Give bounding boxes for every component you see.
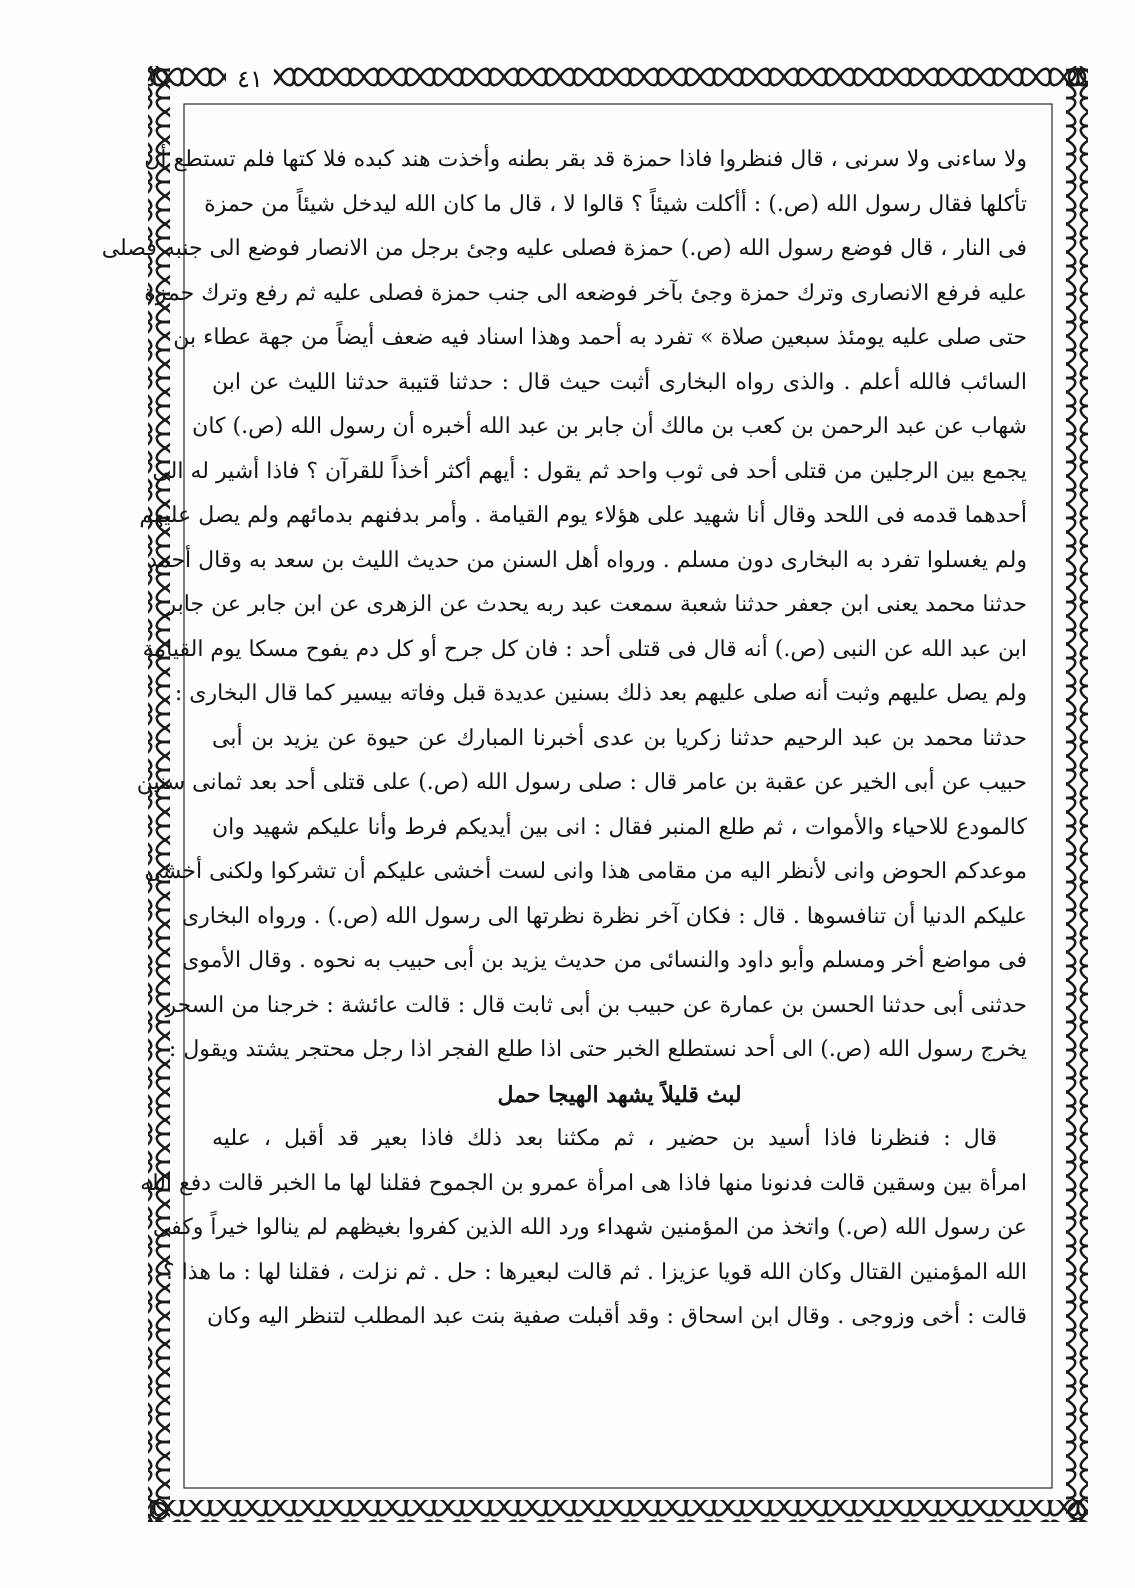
border-bottom xyxy=(148,1500,1088,1522)
text-line: ولم يصل عليهم وثبت أنه صلى عليهم بعد ذلك بسنين عديدة قبل وفاته بيسير كما قال البخارى : xyxy=(174,681,1027,706)
text-line: الله المؤمنين القتال وكان الله قويا عزيزا . ثم قالت لبعيرها : حل . ثم نزلت ، فقلنا لها : ما هذا ؟ xyxy=(163,1260,1027,1285)
text-line: ولا ساءنى ولا سرنى ، قال فنظروا فاذا حمزة قد بقر بطنه وأخذت هند كبده فلا كتها فلم تستطع أن xyxy=(144,147,1027,172)
text-line: حدثنا محمد يعنى ابن جعفر حدثنا شعبة سمعت عبد ربه يحدث عن الزهرى عن ابن جابر عن جابر xyxy=(165,592,1027,617)
text-line: امرأة بين وسقين قالت فدنونا منها فاذا هى امرأة عمرو بن الجموح فقلنا لها ما الخبر قالت دفع الله xyxy=(140,1171,1027,1196)
text-line: أحدهما قدمه فى اللحد وقال أنا شهيد على هؤلاء يوم القيامة . وأمر بدفنهم بدمائهم ولم يصل عليهم xyxy=(139,503,1027,528)
text-line: حبيب عن أبى الخير عن عقبة بن عامر قال : صلى رسول الله (ص.) على قتلى أحد بعد ثمانى سنين xyxy=(136,770,1027,795)
text-line: حدثنى أبى حدثنا الحسن بن عمارة عن حبيب بن أبى ثابت قال : قالت عائشة : خرجنا من السحر xyxy=(165,993,1027,1018)
text-line: السائب فالله أعلم . والذى رواه البخارى أثبت حيث قال : حدثنا قتيبة حدثنا الليث عن ابن xyxy=(212,370,1027,395)
text-line: فى النار ، قال فوضع رسول الله (ص.) حمزة فصلى عليه وجئ برجل من الانصار فوضع الى جنبه فصلى xyxy=(101,236,1027,261)
text-line: عليكم الدنيا أن تنافسوها . قال : فكان آخر نظرة نظرتها الى رسول الله (ص.) . ورواه البخارى xyxy=(181,904,1027,929)
text-line: حتى صلى عليه يومئذ سبعين صلاة » تفرد به أحمد وهذا اسناد فيه ضعف أيضاً من جهة عطاء بن xyxy=(173,325,1027,350)
text-line: عن رسول الله (ص.) واتخذ من المؤمنين شهداء ورد الله الذين كفروا بغيظهم لم ينالوا خيراً وكفى xyxy=(152,1215,1027,1240)
text-line: عليه فرفع الانصارى وترك حمزة وجئ بآخر فوضعه الى جنب حمزة فصلى عليه ثم رفع وترك حمزة xyxy=(144,281,1027,306)
text-line: موعدكم الحوض وانى لأنظر اليه من مقامى هذا وانى لست أخشى عليكم أن تشركوا ولكنى أخشى xyxy=(144,859,1027,884)
verse-line: لبث قليلاً يشهد الهيجا حمل xyxy=(497,1082,742,1108)
text-line: قال : فنظرنا فاذا أسيد بن حضير ، ثم مكثنا بعد ذلك فاذا بعير قد أقبل ، عليه xyxy=(212,1126,997,1151)
text-line: تأكلها فقال رسول الله (ص.) : أأكلت شيئاً ؟ قالوا لا ، قال ما كان الله ليدخل شيئاً من حمزة xyxy=(204,192,1027,217)
body-text xyxy=(101,140,1027,1480)
text-line: فى مواضع أخر ومسلم وأبو داود والنسائى من حديث يزيد بن أبى حبيب به نحوه . وقال الأموى xyxy=(182,948,1027,973)
border-top xyxy=(148,66,1088,88)
text-line: كالمودع للاحياء والأموات ، ثم طلع المنبر فقال : انى بين أيديكم فرط وأنا عليكم شهيد وان xyxy=(212,815,1027,840)
text-line: يخرج رسول الله (ص.) الى أحد نستطلع الخبر حتى اذا طلع الفجر اذا رجل محتجر يشتد ويقول : xyxy=(168,1037,1027,1062)
border-right xyxy=(1066,66,1088,1522)
page-number: ٤١ xyxy=(226,62,274,96)
text-line: ولم يغسلوا تفرد به البخارى دون مسلم . ورواه أهل السنن من حديث الليث بن سعد به وقال أحمد xyxy=(147,548,1027,573)
text-line: قالت : أخى وزوجى . وقال ابن اسحاق : وقد أقبلت صفية بنت عبد المطلب لتنظر اليه وكان xyxy=(206,1304,1027,1329)
text-line: ابن عبد الله عن النبى (ص.) أنه قال فى قتلى أحد : فان كل جرح أو كل دم يفوح مسكا يوم القيامة xyxy=(142,637,1027,662)
text-line: يجمع بين الرجلين من قتلى أحد فى ثوب واحد ثم يقول : أيهم أكثر أخذاً للقرآن ؟ فاذا أشير له الى xyxy=(152,459,1027,484)
text-line: حدثنا محمد بن عبد الرحيم حدثنا زكريا بن عدى أخبرنا المبارك عن حيوة عن يزيد بن أبى xyxy=(212,726,1027,751)
text-line: شهاب عن عبد الرحمن بن كعب بن مالك أن جابر بن عبد الله أخبره أن رسول الله (ص.) كان xyxy=(192,414,1027,439)
